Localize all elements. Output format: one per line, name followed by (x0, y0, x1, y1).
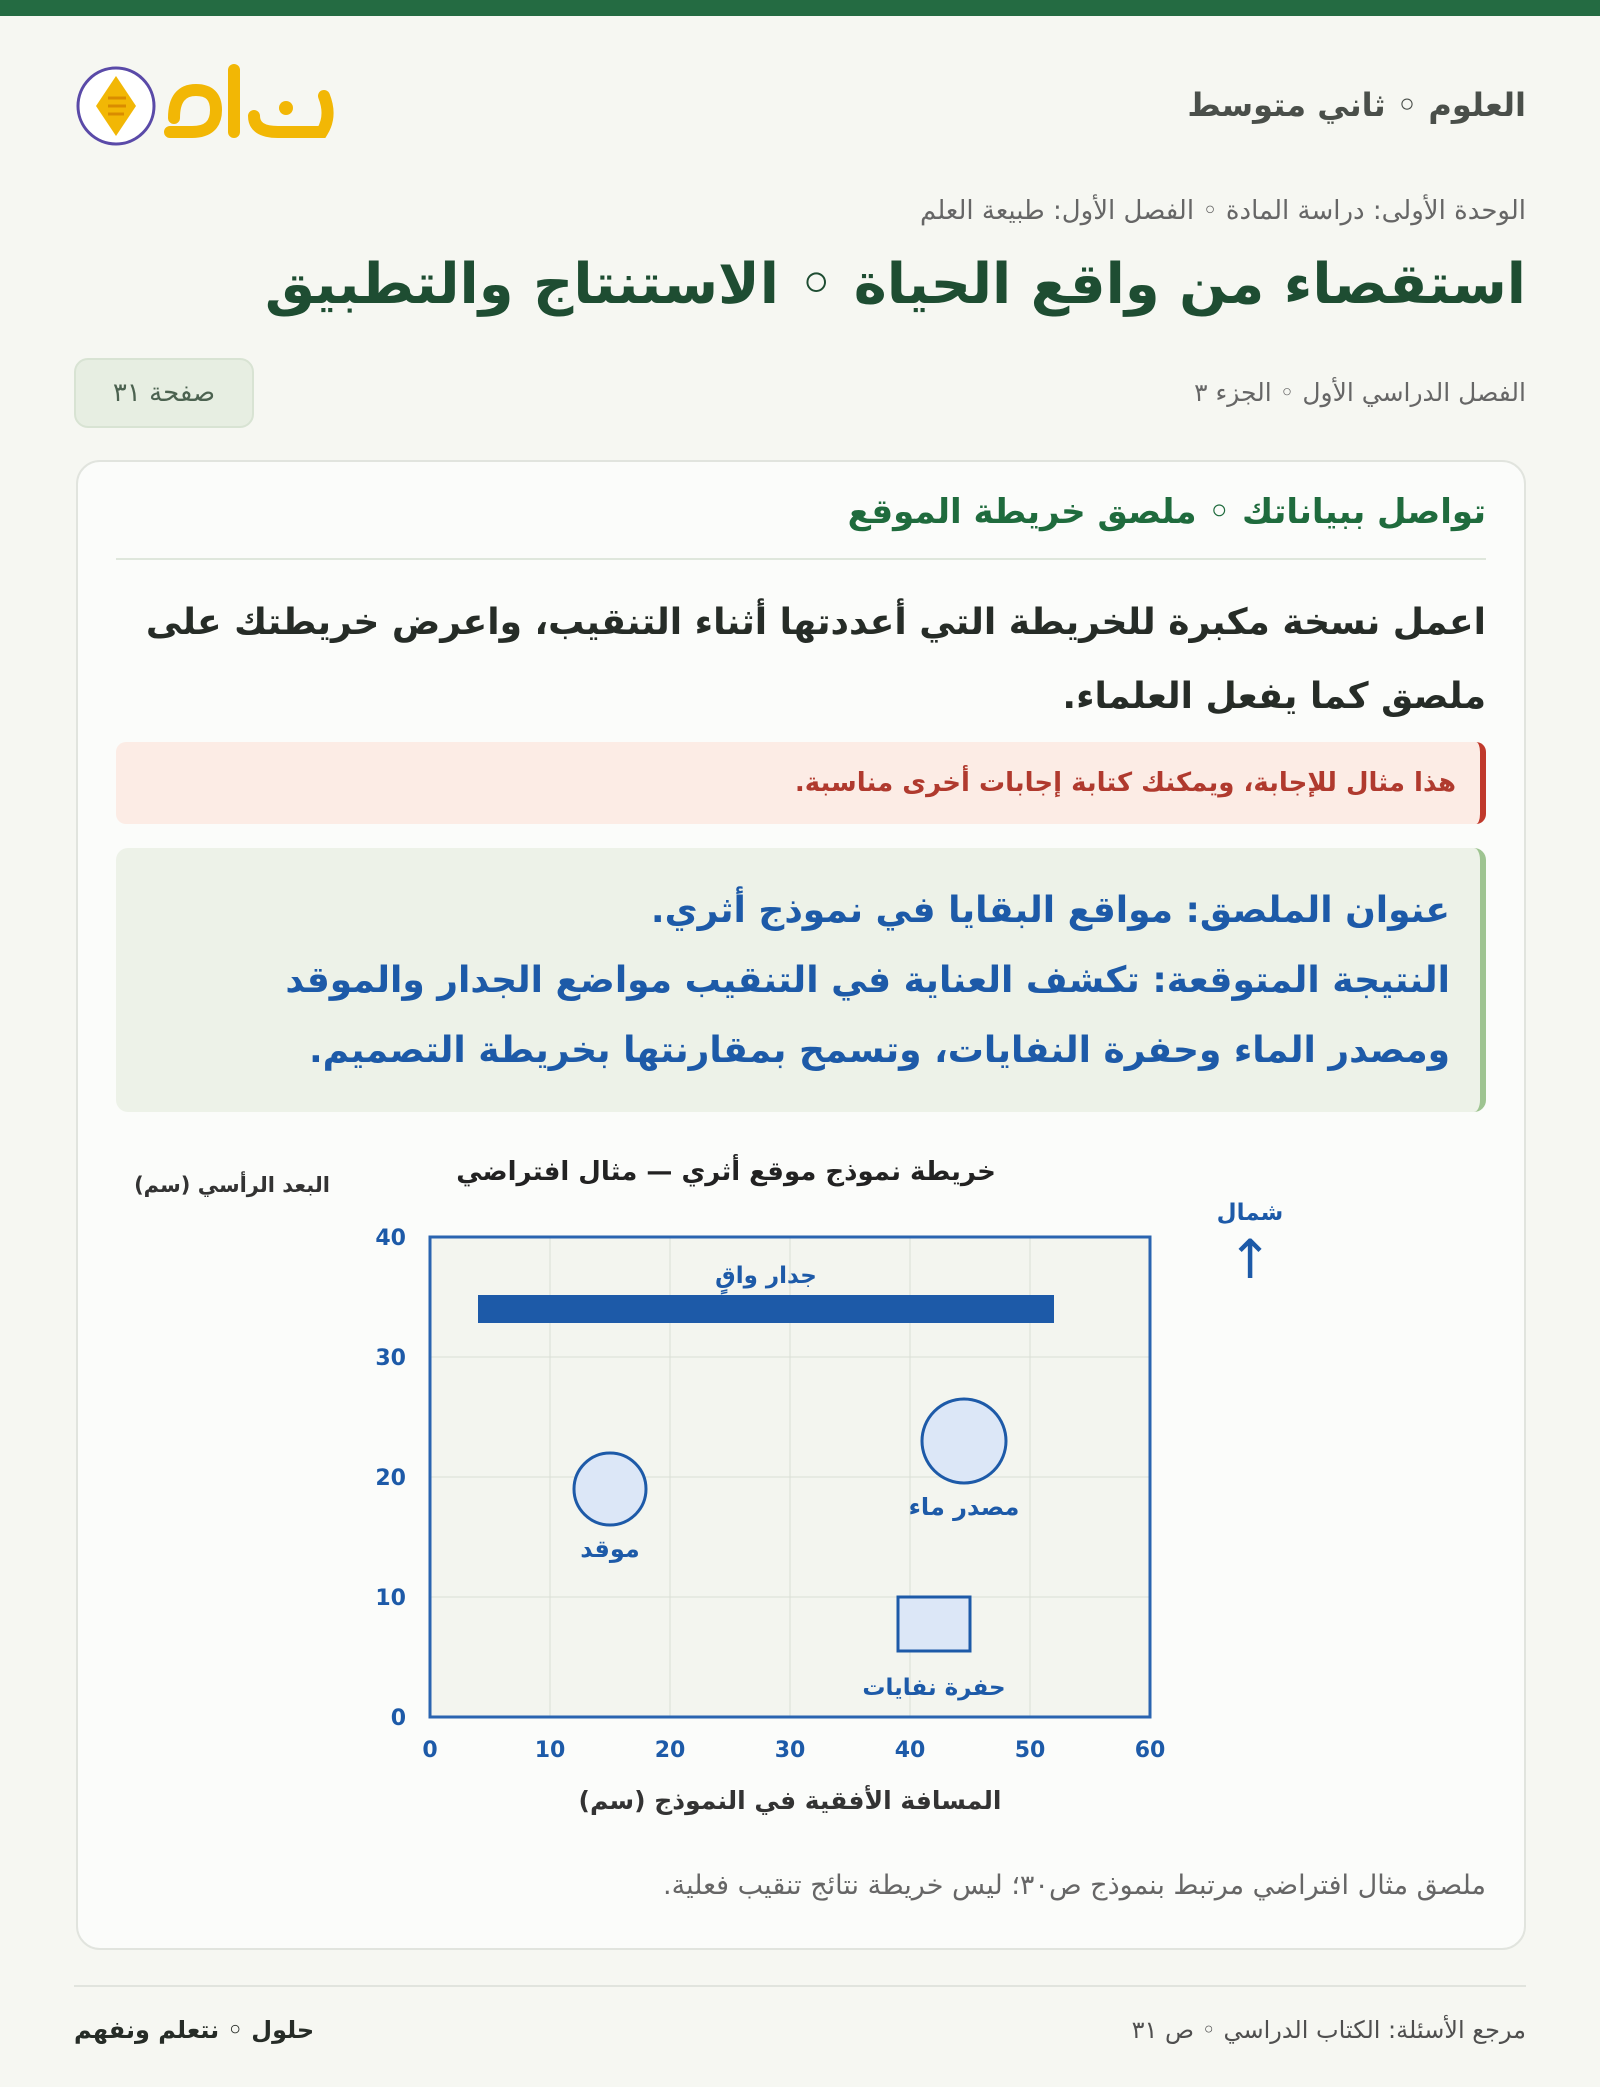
site-map-chart (120, 1140, 1310, 1820)
wall-label: جدار واقٍ (715, 1263, 817, 1289)
feature-label: مصدر ماء (908, 1493, 1020, 1521)
footer-brand: حلول ◦ نتعلم ونفهم (74, 2016, 315, 2044)
wall-bar (478, 1295, 1054, 1323)
y-axis-label: البعد الرأسي (سم) (134, 1173, 330, 1197)
y-tick-label: 40 (375, 1226, 406, 1251)
y-tick-label: 10 (375, 1586, 406, 1611)
card-title: تواصل ببياناتك ◦ ملصق خريطة الموقع (847, 492, 1486, 532)
sample-answer-note (116, 742, 1486, 824)
semester-label: الفصل الدراسي الأول ◦ الجزء ٣ (1194, 378, 1526, 407)
card-divider (116, 558, 1486, 560)
feature-label: موقد (580, 1535, 640, 1563)
x-tick-label: 0 (422, 1738, 438, 1763)
feature-circle (922, 1399, 1006, 1483)
subject-label: العلوم ◦ ثاني متوسط (1187, 86, 1526, 124)
feature-label: حفرة نفايات (862, 1675, 1006, 1701)
footer-reference: مرجع الأسئلة: الكتاب الدراسي ◦ ص ٣١ (1131, 2016, 1526, 2044)
chart-caption: ملصق مثال افتراضي مرتبط بنموذج ص٣٠؛ ليس خريطة نتائج تنقيب فعلية. (663, 1870, 1486, 1901)
answer-box (116, 848, 1486, 1112)
answer-line: النتيجة المتوقعة: تكشف العناية في التنقيب مواضع الجدار والموقد (285, 960, 1450, 1001)
north-label: شمال (1216, 1200, 1284, 1226)
x-axis-label: المسافة الأفقية في النموذج (سم) (578, 1786, 1002, 1815)
feature-circle (574, 1453, 646, 1525)
page-number-badge: صفحة ٣١ (74, 358, 254, 428)
feature-square (898, 1597, 970, 1651)
x-tick-label: 40 (894, 1738, 926, 1763)
north-arrow-icon: ↑ (1227, 1228, 1273, 1291)
unit-breadcrumb: الوحدة الأولى: دراسة المادة ◦ الفصل الأول: طبيعة العلم (920, 196, 1526, 226)
chart-title: خريطة نموذج موقع أثري — مثال افتراضي (456, 1157, 996, 1187)
note-text: هذا مثال للإجابة، ويمكنك كتابة إجابات أخرى مناسبة. (794, 768, 1456, 798)
y-tick-label: 20 (375, 1466, 406, 1491)
answer-line: ومصدر الماء وحفرة النفايات، وتسمح بمقارنتها بخريطة التصميم. (309, 1030, 1450, 1071)
page-header (74, 50, 1526, 160)
x-tick-label: 50 (1014, 1738, 1046, 1763)
footer-divider (74, 1985, 1526, 1987)
lesson-title: استقصاء من واقع الحياة ◦ الاستنتاج والتطبيق (264, 252, 1526, 317)
x-tick-label: 30 (774, 1738, 806, 1763)
y-tick-label: 30 (375, 1346, 406, 1371)
answer-line: عنوان الملصق: مواقع البقايا في نموذج أثري. (650, 890, 1450, 931)
question-text: اعمل نسخة مكبرة للخريطة التي أعددتها أثناء التنقيب، واعرض خريطتك على ملصق كما يفعل العلماء. (145, 602, 1486, 717)
y-tick-label: 0 (390, 1706, 406, 1731)
x-tick-label: 60 (1134, 1738, 1166, 1763)
brand-logo (74, 56, 344, 156)
x-tick-label: 10 (534, 1738, 566, 1763)
top-accent-bar (0, 0, 1600, 16)
x-tick-label: 20 (654, 1738, 686, 1763)
